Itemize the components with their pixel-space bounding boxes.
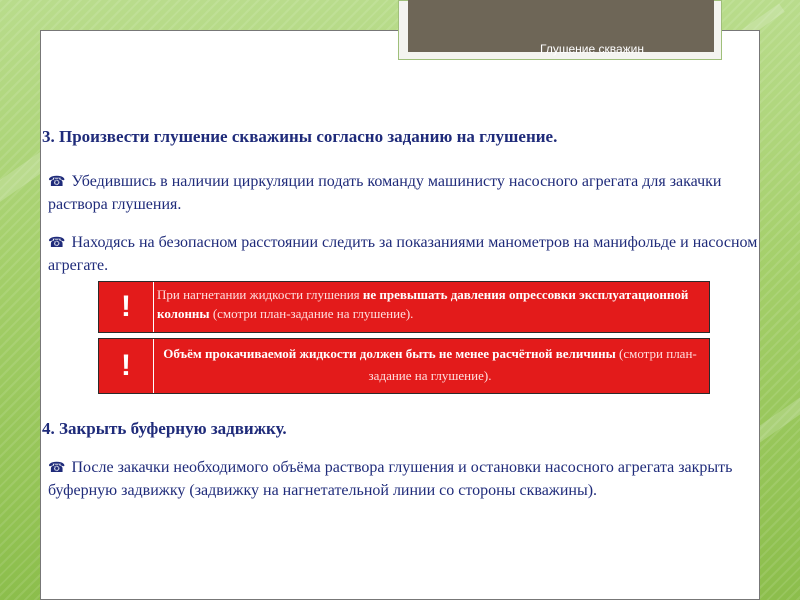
section-3-heading: 3. Произвести глушение скважины согласно заданию на глушение. xyxy=(42,127,558,146)
bullet-item xyxy=(48,457,753,502)
exclamation-icon: ! xyxy=(99,339,154,393)
bullet-item xyxy=(48,171,758,216)
warning-box xyxy=(98,338,710,394)
warning-text: Объём прокачиваемой жидкости должен быть не менее расчётной величины (смотри план-задание на глушение). xyxy=(163,346,697,383)
phone-icon: ☎ xyxy=(48,461,66,476)
section-4-heading: 4. Закрыть буферную задвижку. xyxy=(42,419,287,438)
bullet-text: После закачки необходимого объёма раствора глушения и остановки насосного агрегата закрыть буферную задвижку (задвижку на нагнетательной линии со стороны скважины). xyxy=(48,459,733,499)
bullet-item xyxy=(48,232,758,277)
phone-icon: ☎ xyxy=(48,175,66,190)
bullet-text: Находясь на безопасном расстоянии следить за показаниями манометров на манифольде и насосном агрегате. xyxy=(48,234,758,274)
slide-header-title: Глушение скважин xyxy=(540,42,644,56)
warning-text: При нагнетании жидкости глушения не превышать давления опрессовки эксплуатационной колонны (смотри план-задание на глушение). xyxy=(157,287,689,321)
bullet-text: Убедившись в наличии циркуляции подать команду машинисту насосного агрегата для закачки раствора глушения. xyxy=(48,173,722,213)
exclamation-icon: ! xyxy=(99,282,154,332)
phone-icon: ☎ xyxy=(48,236,66,251)
warning-box xyxy=(98,281,710,333)
